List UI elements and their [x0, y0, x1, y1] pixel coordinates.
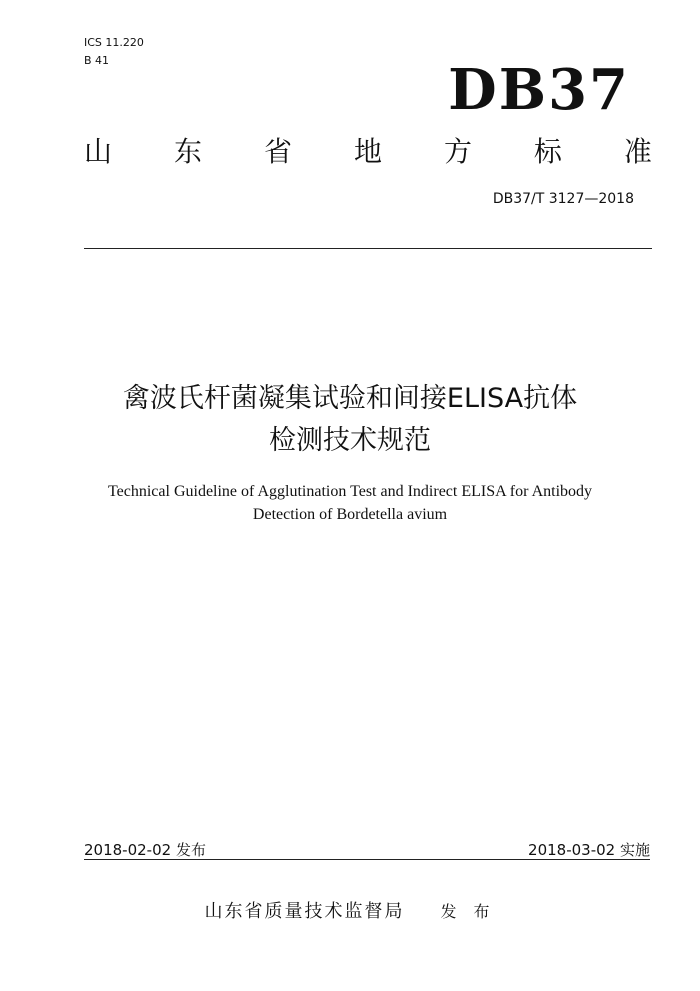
standard-type-char: 标	[533, 135, 562, 168]
footer-divider	[84, 859, 650, 860]
chinese-title-line-1: 禽波氏杆菌凝集试验和间接ELISA抗体	[122, 383, 578, 414]
standard-number: DB37/T 3127—2018	[492, 191, 634, 207]
header-divider	[84, 248, 652, 249]
chinese-title	[0, 378, 700, 462]
english-title-line-1: Technical Guideline of Agglutination Test and Indirect ELISA for Antibody	[107, 483, 593, 500]
standard-type-heading	[84, 132, 652, 172]
standard-type-char: 省	[263, 135, 292, 168]
chinese-title-line-2: 检测技术规范	[269, 425, 431, 456]
ics-code: ICS 11.220	[84, 36, 144, 49]
ccs-code: B 41	[84, 54, 110, 67]
issuing-authority	[0, 900, 700, 924]
standard-type-char: 山	[84, 135, 113, 168]
implementation-date: 2018-03-02 实施	[528, 841, 650, 859]
issuer-name: 山东省质量技术监督局	[204, 901, 405, 922]
standard-type-char: 东	[173, 135, 202, 168]
issue-word: 发 布	[440, 902, 496, 921]
standard-type-char: 地	[353, 135, 382, 168]
standard-type-char: 方	[443, 135, 472, 168]
issue-date: 2018-02-02 发布	[84, 841, 206, 859]
db37-logo: DB37	[448, 57, 630, 123]
english-title	[0, 480, 700, 526]
standard-type-char: 准	[623, 135, 652, 168]
english-title-line-2: Detection of Bordetella avium	[252, 506, 448, 523]
